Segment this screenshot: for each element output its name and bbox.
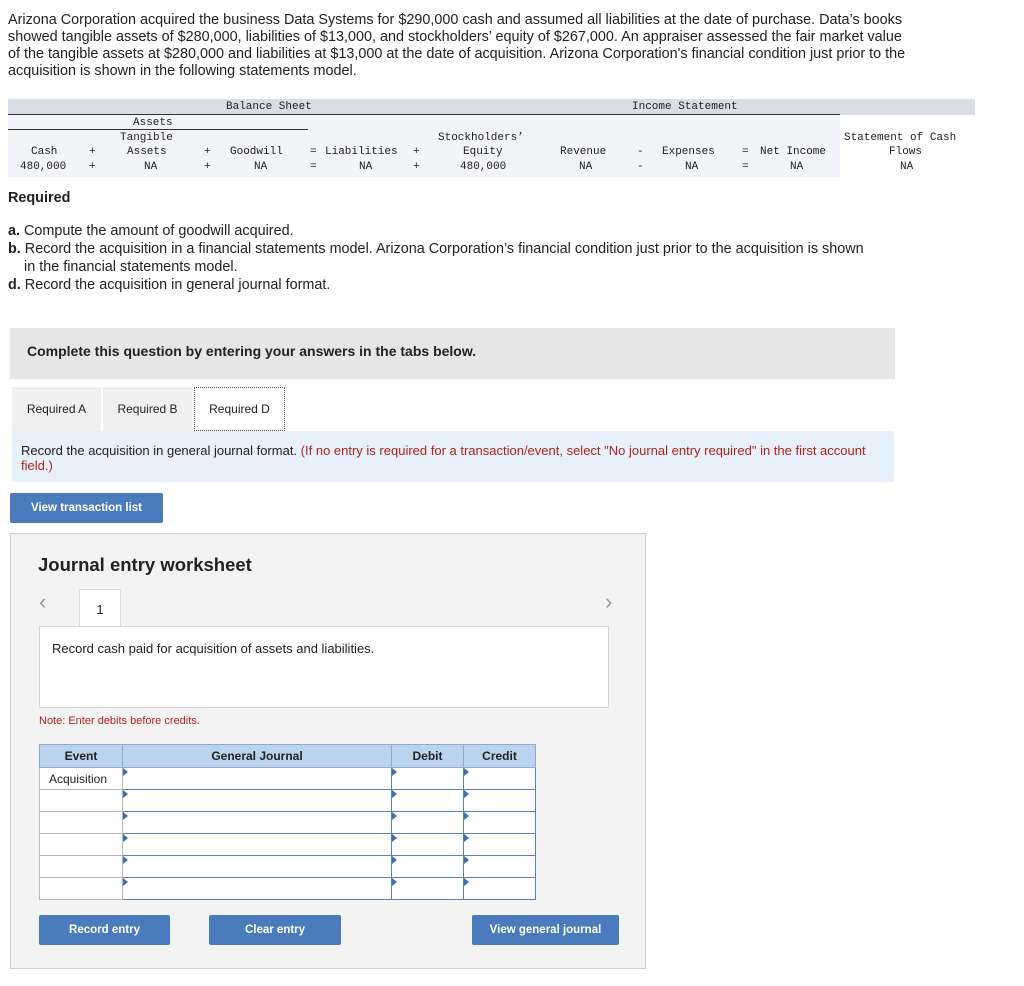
credit-column-header: Credit (464, 745, 536, 768)
account-select[interactable] (123, 834, 392, 856)
debit-input[interactable] (392, 768, 464, 790)
worksheet-title: Journal entry worksheet (38, 554, 252, 575)
input-marker-icon (464, 878, 469, 886)
plus-op: + (204, 146, 211, 158)
equity-value: 480,000 (460, 161, 507, 173)
debit-input[interactable] (392, 790, 464, 812)
view-general-journal-button[interactable]: View general journal (472, 915, 619, 945)
dropdown-marker-icon (123, 812, 128, 820)
liabilities-value: NA (359, 161, 373, 173)
input-marker-icon (392, 768, 397, 776)
dropdown-marker-icon (123, 856, 128, 864)
worksheet-page-tab[interactable]: 1 (79, 589, 121, 628)
dropdown-marker-icon (123, 878, 128, 886)
tab-required-b[interactable]: Required B (103, 387, 192, 431)
minus-op: - (637, 146, 644, 158)
assets-rule (8, 129, 308, 130)
credit-input[interactable] (464, 834, 536, 856)
cash-value: 480,000 (20, 161, 67, 173)
statements-model (8, 99, 975, 177)
goodwill-value: NA (254, 161, 268, 173)
chevron-right-icon[interactable]: › (605, 589, 613, 614)
account-select[interactable] (123, 790, 392, 812)
minus-op: - (637, 161, 644, 173)
balance-sheet-label: Balance Sheet (226, 101, 312, 113)
journal-table (39, 744, 536, 900)
journal-entry-worksheet (10, 533, 646, 969)
required-a-item: a. Compute the amount of goodwill acquired. (8, 223, 294, 239)
equity-header: Equity (463, 146, 503, 158)
tangible-assets-header: Assets (127, 146, 167, 158)
equals-op: = (310, 146, 317, 158)
cash-flows-label-line2: Flows (889, 146, 923, 158)
input-marker-icon (392, 856, 397, 864)
instruction-main: Record the acquisition in general journal format. (21, 443, 298, 458)
table-row (40, 856, 536, 878)
revenue-value: NA (579, 161, 593, 173)
chevron-left-icon[interactable]: ‹ (39, 589, 47, 614)
input-marker-icon (392, 834, 397, 842)
input-marker-icon (464, 768, 469, 776)
income-statement-rule (560, 114, 840, 115)
table-row (40, 878, 536, 900)
event-cell (40, 812, 123, 834)
event-cell (40, 790, 123, 812)
debit-input[interactable] (392, 878, 464, 900)
credit-input[interactable] (464, 768, 536, 790)
input-marker-icon (464, 856, 469, 864)
net-income-value: NA (790, 161, 804, 173)
credit-input[interactable] (464, 812, 536, 834)
event-cell: Acquisition (40, 768, 123, 790)
cash-header: Cash (31, 146, 58, 158)
account-select[interactable] (123, 768, 392, 790)
input-marker-icon (392, 790, 397, 798)
plus-op: + (204, 161, 211, 173)
complete-question-banner (10, 328, 895, 379)
dropdown-marker-icon (123, 790, 128, 798)
dropdown-marker-icon (123, 834, 128, 842)
view-transaction-list-button[interactable]: View transaction list (10, 493, 163, 523)
required-b-item: b. Record the acquisition in a financial statements model. Arizona Corporation’s financial condition just prior to the acquisition is shown (8, 241, 864, 257)
account-select[interactable] (123, 856, 392, 878)
credit-input[interactable] (464, 878, 536, 900)
debit-column-header: Debit (392, 745, 464, 768)
problem-intro: Arizona Corporation acquired the business Data Systems for $290,000 cash and assumed all liabilities at the date of purchase. Data’s books showed tangible assets of $280,000, liabilities of $13,000, and stockholders’ equity of $267,000. An appraiser assessed the fair market value of the tangible assets at $280,000 and liabilities at $13,000 at the date of acquisition. Arizona Corporation's financial condition just prior to the acquisition is shown in the following statements model. (8, 12, 906, 79)
transaction-description: Record cash paid for acquisition of assets and liabilities. (39, 626, 609, 708)
required-d-item: d. Record the acquisition in general journal format. (8, 277, 331, 293)
debit-input[interactable] (392, 856, 464, 878)
table-row (40, 834, 536, 856)
debit-input[interactable] (392, 812, 464, 834)
credit-input[interactable] (464, 790, 536, 812)
event-cell (40, 834, 123, 856)
required-b-item-cont: in the financial statements model. (24, 259, 238, 275)
equals-op: = (310, 161, 317, 173)
expenses-value: NA (685, 161, 699, 173)
debit-input[interactable] (392, 834, 464, 856)
revenue-header: Revenue (560, 146, 607, 158)
required-heading: Required (8, 190, 71, 206)
liabilities-header: Liabilities (325, 146, 398, 158)
assets-label: Assets (133, 117, 173, 129)
input-marker-icon (464, 790, 469, 798)
plus-op: + (413, 146, 420, 158)
clear-entry-button[interactable]: Clear entry (209, 915, 341, 945)
complete-question-text: Complete this question by entering your answers in the tabs below. (27, 343, 477, 359)
plus-op: + (89, 161, 96, 173)
balance-sheet-rule (8, 114, 566, 115)
cash-flows-label-line1: Statement of Cash (844, 132, 957, 144)
instruction-note: (If no entry is required for a transaction/event, select "No journal entry required" in the first account field.) (21, 443, 866, 473)
debits-before-credits-note: Note: Enter debits before credits. (39, 715, 200, 727)
equals-op: = (742, 146, 749, 158)
cash-flows-value: NA (900, 161, 914, 173)
input-marker-icon (392, 812, 397, 820)
plus-op: + (413, 161, 420, 173)
table-row (40, 812, 536, 834)
tab-required-a[interactable]: Required A (12, 387, 101, 431)
input-marker-icon (464, 812, 469, 820)
input-marker-icon (464, 834, 469, 842)
stockholders-label: Stockholders’ (438, 132, 524, 144)
tab-required-d[interactable]: Required D (194, 387, 285, 431)
tangible-label: Tangible (120, 132, 173, 144)
table-row (40, 768, 536, 790)
input-marker-icon (392, 878, 397, 886)
income-statement-label: Income Statement (632, 101, 738, 113)
credit-input[interactable] (464, 856, 536, 878)
required-list (8, 222, 913, 294)
general-journal-column-header: General Journal (123, 745, 392, 768)
expenses-header: Expenses (662, 146, 715, 158)
account-select[interactable] (123, 878, 392, 900)
record-entry-button[interactable]: Record entry (39, 915, 170, 945)
statements-model-header-band (8, 99, 975, 115)
event-cell (40, 878, 123, 900)
dropdown-marker-icon (123, 768, 128, 776)
tangible-assets-value: NA (144, 161, 158, 173)
account-select[interactable] (123, 812, 392, 834)
goodwill-header: Goodwill (230, 146, 283, 158)
instruction-panel (12, 431, 894, 482)
event-cell (40, 856, 123, 878)
table-row (40, 790, 536, 812)
plus-op: + (89, 146, 96, 158)
event-column-header: Event (40, 745, 123, 768)
equals-op: = (742, 161, 749, 173)
net-income-header: Net Income (760, 146, 827, 158)
